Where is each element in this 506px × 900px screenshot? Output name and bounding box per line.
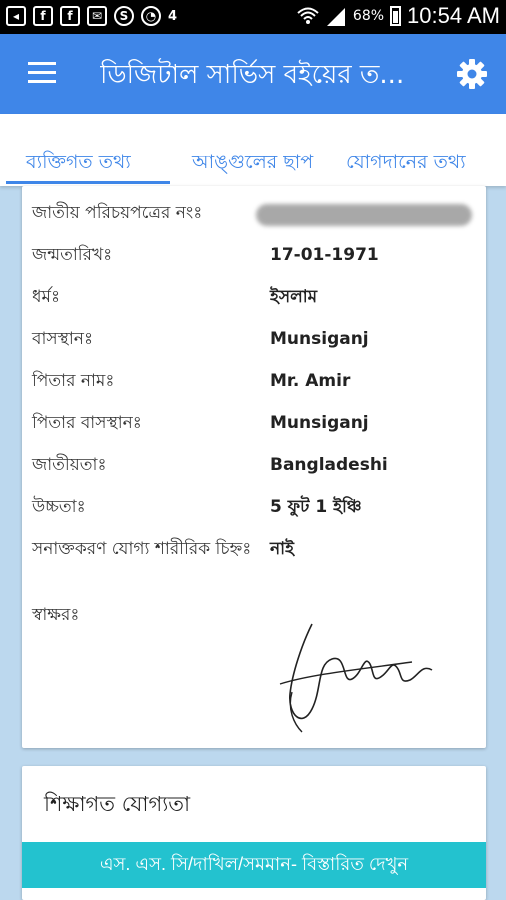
religion-value: ইসলাম [270, 287, 318, 307]
nationality-value: Bangladeshi [270, 455, 388, 475]
compass-icon: ◔ [141, 6, 161, 26]
battery-icon [390, 6, 401, 26]
mail-icon: ✉ [87, 6, 107, 26]
height-label: উচ্চতাঃ [32, 497, 86, 517]
tab-fingerprint[interactable]: আঙ্গুলের ছাপ [192, 151, 314, 173]
app-bar [0, 34, 506, 114]
father-name-value: Mr. Amir [270, 371, 351, 391]
notification-badge: 4 [168, 8, 178, 24]
facebook-icon: f [60, 6, 80, 26]
nid-label: জাতীয় পরিচয়পত্রের নংঃ [32, 203, 203, 223]
religion-label: ধর্মঃ [32, 287, 61, 307]
notification-icons [6, 6, 177, 26]
gear-icon[interactable] [456, 58, 488, 90]
residence-value: Munsiganj [270, 329, 369, 349]
tab-personal-info[interactable]: ব্যক্তিগত তথ্য [26, 151, 131, 173]
ssc-details-button[interactable]: এস. এস. সি/দাখিল/সমমান- বিস্তারিত দেখুন [22, 842, 486, 888]
signal-icon [325, 6, 347, 26]
active-tab-indicator [6, 181, 170, 184]
back-icon: ◂ [6, 6, 26, 26]
father-name-label: পিতার নামঃ [32, 371, 115, 391]
education-title: শিক্ষাগত যোগ্যতা [44, 792, 191, 816]
father-residence-label: পিতার বাসস্থানঃ [32, 413, 142, 433]
father-residence-value: Munsiganj [270, 413, 369, 433]
personal-info-card [22, 186, 486, 748]
dob-value: 17-01-1971 [270, 245, 379, 265]
nid-value-redacted [256, 204, 472, 226]
nationality-label: জাতীয়তাঃ [32, 455, 107, 475]
wifi-icon [297, 6, 319, 26]
tab-joining-info[interactable]: যোগদানের তথ্য [346, 151, 466, 173]
facebook-icon: f [33, 6, 53, 26]
height-value: 5 ফুট 1 ইঞ্চি [270, 497, 362, 517]
menu-icon[interactable] [28, 62, 58, 84]
signature-label: স্বাক্ষরঃ [32, 605, 80, 625]
clock: 10:54 AM [407, 3, 500, 28]
dob-label: জন্মতারিখঃ [32, 245, 113, 265]
page-title: ডিজিটাল সার্ভিস বইয়ের ত... [100, 60, 405, 90]
battery-percent: 68% [352, 8, 385, 24]
tab-bar [0, 114, 506, 186]
identifying-marks-value: নাই [270, 539, 294, 559]
signature-image [272, 614, 442, 734]
education-card [22, 766, 486, 900]
identifying-marks-label: সনাক্তকরণ যোগ্য শারীরিক চিহ্নঃ [32, 539, 252, 559]
status-bar [0, 0, 506, 34]
residence-label: বাসস্থানঃ [32, 329, 94, 349]
skype-icon: S [114, 6, 134, 26]
